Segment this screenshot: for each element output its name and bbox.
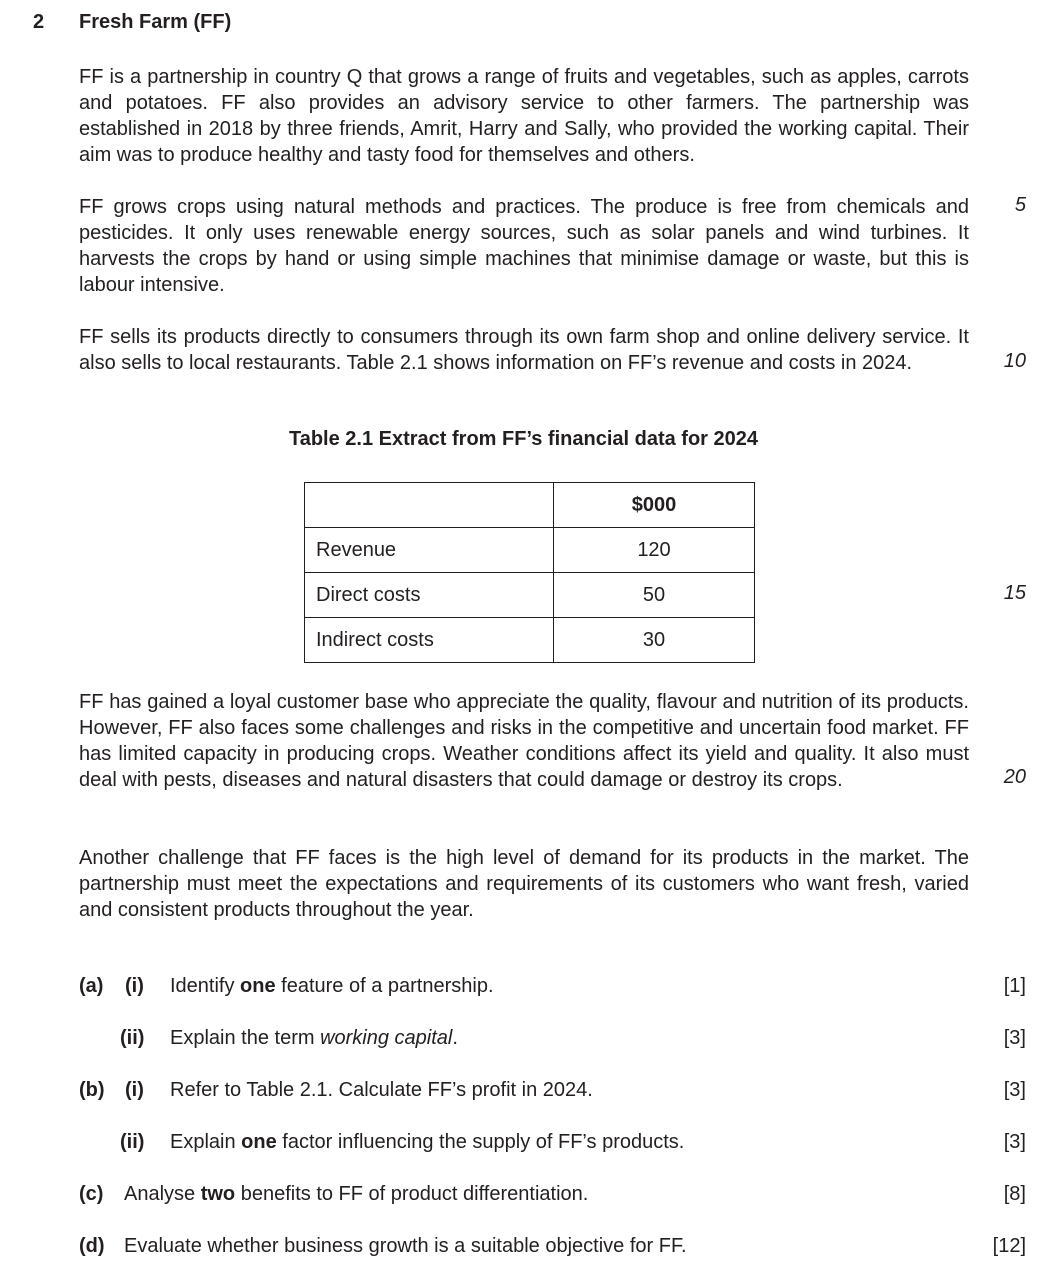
part-a-i-label: (i) (125, 975, 144, 997)
part-a-i-pre: Identify (170, 975, 241, 997)
part-b-ii-pre: Explain (170, 1131, 242, 1153)
part-a-ii-post: . (452, 1027, 458, 1049)
part-a-label: (a) (79, 975, 104, 997)
part-b-ii-bold: one (241, 1131, 277, 1153)
part-b-i-marks: [3] (1003, 1079, 1026, 1101)
part-c-label: (c) (79, 1183, 104, 1205)
paragraph-2: FF grows crops using natural methods and practices. The produce is free from chemicals and pesticides. It only uses renewable energy sources, such as solar panels and wind turbines. It harvests the crops by hand or using simple machines that minimise damage or waste, but this is labour intensive. (79, 196, 969, 296)
question-number: 2 (33, 11, 45, 33)
row-label: Revenue (305, 528, 554, 573)
table-header-row (305, 483, 755, 528)
part-b-i-text: Refer to Table 2.1. Calculate FF’s profit in 2024. (170, 1079, 593, 1101)
part-b-ii-marks: [3] (1003, 1131, 1026, 1153)
part-d-marks: [12] (992, 1235, 1026, 1257)
part-a-ii-label: (ii) (120, 1027, 145, 1049)
part-a-i-marks: [1] (1003, 975, 1026, 997)
line-number-10: 10 (1003, 350, 1026, 372)
part-c-marks: [8] (1003, 1183, 1026, 1205)
line-number-20: 20 (1003, 766, 1026, 788)
part-b-ii-text (170, 1131, 684, 1154)
part-a-i-bold: one (240, 975, 276, 997)
part-b-ii-label: (ii) (120, 1131, 145, 1153)
row-value: 30 (554, 618, 755, 663)
row-value: 120 (554, 528, 755, 573)
paragraph-3: FF sells its products directly to consumers through its own farm shop and online delivery service. It also sells to local restaurants. Table 2.1 shows information on FF’s revenue and costs in 2024. (79, 326, 969, 374)
financial-table (304, 482, 755, 663)
part-c-pre: Analyse (124, 1183, 201, 1205)
part-a-i-text (170, 975, 494, 998)
part-a-i-post: feature of a partnership. (275, 975, 494, 997)
paragraph-1: FF is a partnership in country Q that grows a range of fruits and vegetables, such as apples, carrots and potatoes. FF also provides an advisory service to other farmers. The partnership was established in 2018 by three friends, Amrit, Harry and Sally, who provided the working capital. Their aim was to produce healthy and tasty food for themselves and others. (79, 66, 969, 166)
part-b-ii-post: factor influencing the supply of FF’s products. (276, 1131, 685, 1153)
table-row (305, 528, 755, 573)
part-c-bold: two (200, 1183, 236, 1205)
paragraph-5: Another challenge that FF faces is the high level of demand for its products in the market. The partnership must meet the expectations and requirements of its customers who want fresh, varied and consistent products throughout the year. (79, 847, 969, 921)
table-row (305, 618, 755, 663)
line-number-15: 15 (1003, 582, 1026, 604)
table-row (305, 573, 755, 618)
paragraph-4: FF has gained a loyal customer base who appreciate the quality, flavour and nutrition of its products. However, FF also faces some challenges and risks in the competitive and uncertain food market. FF has limited capacity in producing crops. Weather conditions affect its yield and quality. It also must deal with pests, diseases and natural disasters that could damage or destroy its crops. (79, 691, 969, 791)
row-label: Indirect costs (305, 618, 554, 663)
table-caption: Table 2.1 Extract from FF’s financial data for 2024 (288, 428, 759, 450)
table-header-unit: $000 (554, 483, 755, 528)
part-d-text: Evaluate whether business growth is a suitable objective for FF. (124, 1235, 687, 1257)
row-label: Direct costs (305, 573, 554, 618)
part-c-post: benefits to FF of product differentiation. (235, 1183, 589, 1205)
part-a-ii-italic: working capital (320, 1027, 453, 1049)
part-b-i-label: (i) (125, 1079, 144, 1101)
table-header-blank (305, 483, 554, 528)
line-number-5: 5 (1014, 194, 1026, 216)
question-title: Fresh Farm (FF) (79, 11, 232, 33)
part-d-label: (d) (79, 1235, 105, 1257)
part-a-ii-text (170, 1027, 458, 1050)
part-a-ii-pre: Explain the term (170, 1027, 321, 1049)
part-c-text (124, 1183, 588, 1206)
part-a-ii-marks: [3] (1003, 1027, 1026, 1049)
row-value: 50 (554, 573, 755, 618)
part-b-label: (b) (79, 1079, 105, 1101)
